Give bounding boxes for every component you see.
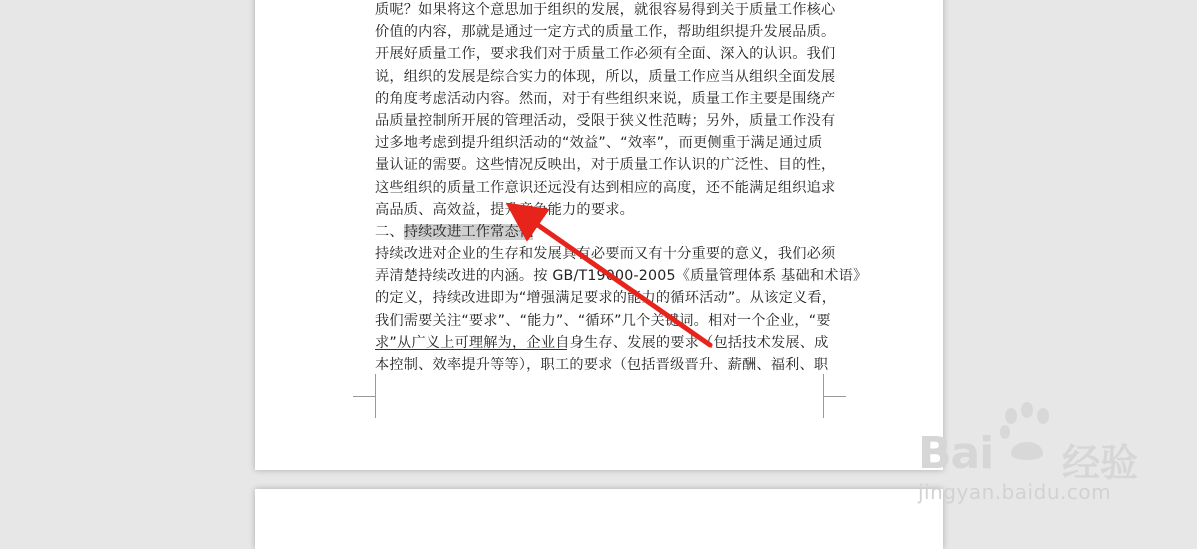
body-line: 弄清楚持续改进的内涵。按 GB/T19000-2005《质量管理体系 基础和术语》 <box>375 268 868 285</box>
body-line: 持续改进对企业的生存和发展具有必要而又有十分重要的意义，我们必须 <box>375 246 836 263</box>
body-line: 求”从广义上可理解为，企业自身生存、发展的要求（包括技术发展、成 <box>375 334 829 351</box>
watermark-url: jingyan.baidu.com <box>918 480 1112 504</box>
body-line: 说，组织的发展是综合实力的体现，所以，质量工作应当从组织全面发展 <box>375 68 836 85</box>
body-line: 量认证的需要。这些情况反映出，对于质量工作认识的广泛性、目的性， <box>375 157 836 174</box>
baidu-jingyan-watermark <box>912 400 1152 515</box>
body-line: 的角度考虑活动内容。然而，对于有些组织来说，质量工作主要是围绕产 <box>375 90 836 107</box>
watermark-logo-text: Bai <box>918 428 994 479</box>
selected-heading-text[interactable]: 持续改进工作常态化 <box>403 223 534 240</box>
arrow-shaft <box>522 214 710 345</box>
body-line: 的定义，持续改进即为“增强满足要求的能力的循环活动”。从该定义看， <box>375 290 837 307</box>
watermark-brand: 经验 <box>1062 441 1139 485</box>
body-line: 过多地考虑到提升组织活动的“效益”、“效率”，而更侧重于满足通过质 <box>375 135 823 152</box>
body-line: 我们需要关注“要求”、“能力”、“循环”几个关键词。相对一个企业，“要 <box>375 312 831 329</box>
body-line: 质呢？如果将这个意思加于组织的发展，就很容易得到关于质量工作核心 <box>375 2 836 18</box>
heading-prefix: 二、 <box>375 223 404 240</box>
paw-icon <box>997 402 1057 462</box>
body-line: 这些组织的质量工作意识还远没有达到相应的高度，还不能满足组织追求 <box>375 179 836 196</box>
body-line: 高品质、高效益，提升竞争能力的要求。 <box>375 201 634 218</box>
body-line: 开展好质量工作，要求我们对于质量工作必须有全面、深入的认识。我们 <box>375 46 836 63</box>
body-line: 本控制、效率提升等等），职工的要求（包括晋级晋升、薪酬、福利、职 <box>375 357 829 373</box>
body-line: 价值的内容，那就是通过一定方式的质量工作，帮助组织提升发展品质。 <box>375 24 836 41</box>
body-line: 品质量控制所开展的管理活动，受限于狭义性范畴；另外，质量工作没有 <box>375 112 836 129</box>
